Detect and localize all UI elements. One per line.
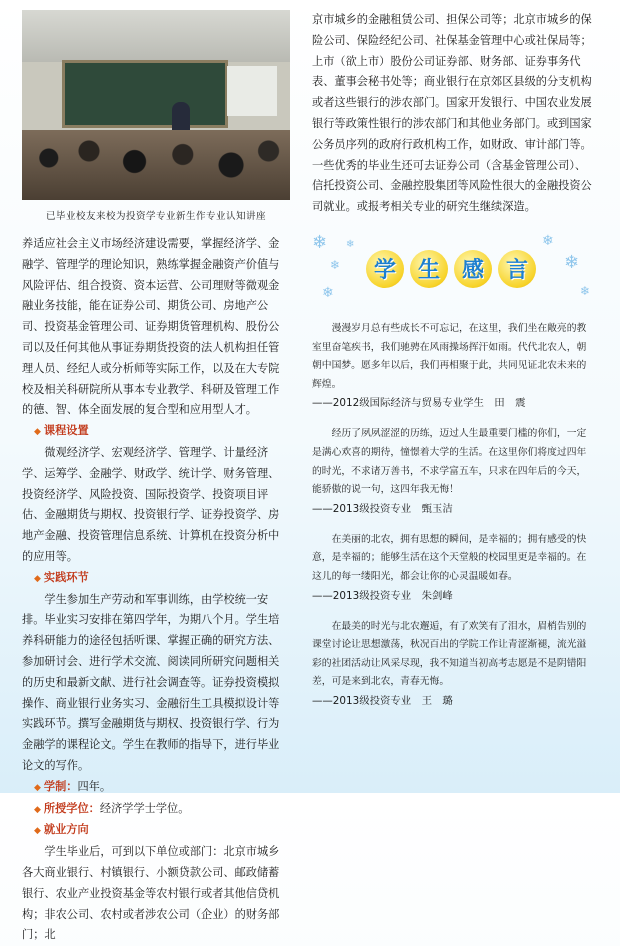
quote-text: 在最美的时光与北农邂逅，有了欢笑有了泪水，眉梢告别的课堂讨论让思想激荡，秋况百出的学院工作让青涩渐褪，流光溢彩的社团活动让风采尽现，我不知道当初高考志愿是不是阴错阳差，可是来到北农，青春无悔。 xyxy=(312,620,587,688)
degree-heading: ◆ 所授学位：经济学学士学位。 xyxy=(34,801,190,815)
diamond-icon: ◆ xyxy=(34,782,41,793)
snowflake-icon: ❄ xyxy=(542,232,554,249)
blackboard xyxy=(62,60,228,128)
career-heading: ◆ 就业方向 xyxy=(34,823,89,837)
quote-signature: ——2013级投资专业 甄玉洁 xyxy=(312,502,453,515)
career-paragraph: 学生毕业后，可到以下单位或部门：北京市城乡各大商业银行、村镇银行、小额贷款公司、邮政储蓄银行、农业产业投资基金等农村银行或者其他信贷机构；非农公司、农村或者涉农公司（企业）的财务部门；北 xyxy=(22,845,280,942)
quote-signature: ——2013级投资专业 朱剑峰 xyxy=(312,589,453,602)
snowflake-icon: ❄ xyxy=(322,284,334,301)
snowflake-icon: ❄ xyxy=(312,231,328,253)
banner-char: 学 xyxy=(366,250,404,288)
lecture-photo xyxy=(22,10,290,200)
diamond-icon: ◆ xyxy=(34,573,41,584)
diamond-icon: ◆ xyxy=(34,826,41,837)
years-value: 四年。 xyxy=(77,779,112,793)
banner-char: 感 xyxy=(454,250,492,288)
student-voices-banner xyxy=(312,232,596,308)
quote-signature: ——2013级投资专业 王 璐 xyxy=(312,694,453,707)
audience xyxy=(22,130,290,200)
snowflake-icon: ❄ xyxy=(330,257,341,272)
practice-paragraph: 学生参加生产劳动和军事训练，由学校统一安排。毕业实习安排在第四学年，为期八个月。学生培养科研能力的途径包括听课、掌握正确的研究方法、参加研讨会、进行学术交流、阅读同所研究问题相关的历史和最新文献、进行社会调查等。证券投资模拟操作、商业银行业务实习、金融衍生工具模拟设计等实践环节。撰写金融期货与期权、投资银行学、行为金融学的课程论文。学生在教师的指导下，进行毕业论文的写作。 xyxy=(22,592,280,772)
banner-char: 言 xyxy=(498,250,536,288)
snowflake-icon: ❄ xyxy=(564,251,580,273)
courses-paragraph: 微观经济学、宏观经济学、管理学、计量经济学、运筹学、金融学、财政学、统计学、财务管理、投资经济学、风险投资、国际投资学、投资项目评估、金融期货与期权、投资银行学、证券投资学、房地产金融、投资管理信息系统、计算机在投资分析中的应用等。 xyxy=(22,445,280,563)
diamond-icon: ◆ xyxy=(34,427,41,438)
projection-screen xyxy=(227,66,277,116)
quote-signature: ——2012级国际经济与贸易专业学生 田 震 xyxy=(312,397,526,410)
banner-title xyxy=(366,250,536,288)
quote-text: 经历了夙夙涩涩的历练，迈过人生最重要门槛的你们，一定是满心欢喜的期待，憧憬着大学的生活。在这里你们将度过四年的时光，不求诸万善书，不求学富五车，只求在四年后的今天，能骄傲的说一句，这四年我无悔！ xyxy=(312,428,587,496)
right-column xyxy=(312,10,596,723)
snowflake-icon: ❄ xyxy=(346,238,355,250)
left-column xyxy=(22,10,290,946)
courses-heading: ◆ 课程设置 xyxy=(34,424,89,438)
degree-value: 经济学学士学位。 xyxy=(99,801,190,815)
photo-caption: 已毕业校友来校为投资学专业新生作专业认知讲座 xyxy=(45,211,266,222)
quote-text: 漫漫岁月总有些成长不可忘记，在这里，我们坐在敞亮的教室里奋笔疾书，我们驰骋在风雨操场挥汗如雨。代代北农人，朝朝中国梦。愿多年以后，我们再相聚于此，共同见证北农未来的辉煌。 xyxy=(312,322,587,390)
intro-paragraph: 养适应社会主义市场经济建设需要，掌握经济学、金融学、管理学的理论知识，熟练掌握金融资产价值与风险评估、组合投资、资本运营、公司理财等微观金融业务技能，能在证券公司、期货公司、房地产公司、投资基金管理公司、证券期货管理机构、股份公司以及任何其他从事证券期货投资的法人机构担任管理人员、经纪人或分析师等实际工作，以及在大专院校及相关科研院所从事本专业教学、科研及管理工作的德、智、体全面发展的复合型和应用型人才。 xyxy=(22,237,280,417)
snowflake-icon: ❄ xyxy=(580,283,591,298)
diamond-icon: ◆ xyxy=(34,804,41,815)
quote-text: 在美丽的北农，拥有思想的瞬间，是幸福的；拥有感受的快意，是幸福的；能够生活在这个天堂般的校园里更是幸福的。在这儿的每一缕阳光，都会让你的心灵温暖如春。 xyxy=(312,533,587,582)
years-heading: ◆ 学制：四年。 xyxy=(34,779,112,793)
practice-heading: ◆ 实践环节 xyxy=(34,570,89,584)
banner-char: 生 xyxy=(410,250,448,288)
career-paragraph-continued: 京市城乡的金融租赁公司、担保公司等；北京市城乡的保险公司、保险经纪公司、社保基金管理中心或社保局等；上市（欲上市）股份公司证券部、财务部、证券事务代表、董事会秘书处等；商业银行在京郊区县级的分支机构或者这些银行的涉农部门。国家开发银行、中国农业发展银行等政策性银行的涉农部门和其他业务部门。或到国家公务员序列的政府行政机构工作，如财政、审计部门等。一些优秀的毕业生还可去证券公司（含基金管理公司）、信托投资公司、金融控股集团等风险性很大的金融投资公司就业。或报考相关专业的研究生继续深造。 xyxy=(312,13,592,214)
